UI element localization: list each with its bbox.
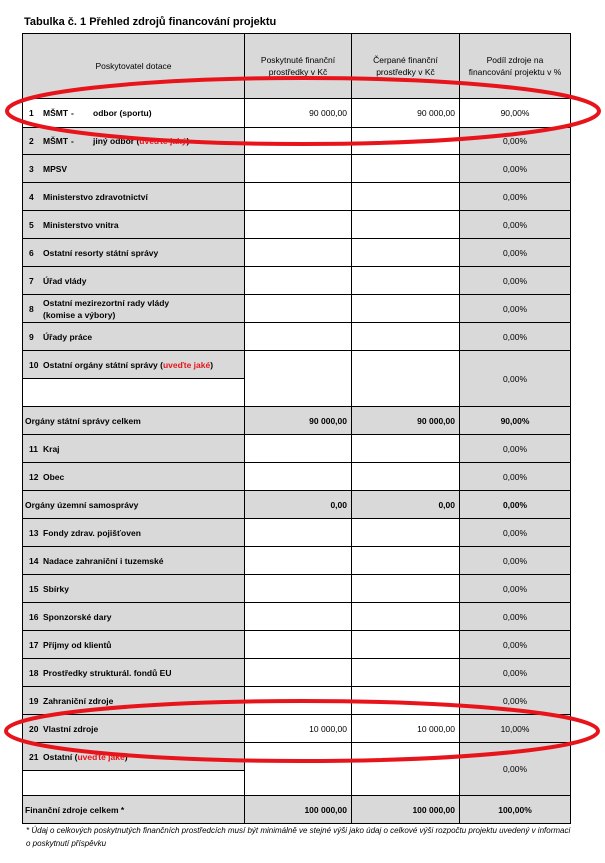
share-cell: 0,00%: [460, 211, 571, 239]
share-cell: 0,00%: [460, 519, 571, 547]
provided-cell: [245, 687, 352, 715]
row-name: Ostatní resorty státní správy: [43, 247, 159, 258]
table-row: [23, 128, 571, 155]
table-row: [23, 743, 571, 771]
row-label: [23, 155, 245, 183]
row-label: [23, 547, 245, 575]
table-row: [23, 631, 571, 659]
row-label: [23, 631, 245, 659]
share-cell: 0,00%: [460, 435, 571, 463]
drawn-cell: [352, 519, 460, 547]
share-cell: 0,00%: [460, 183, 571, 211]
drawn-cell: [352, 128, 460, 155]
provided-cell: 100 000,00: [245, 796, 352, 824]
row-label: [23, 659, 245, 687]
table-row: [23, 267, 571, 295]
provided-cell: [245, 547, 352, 575]
drawn-cell: [352, 295, 460, 323]
row-number: 9: [29, 331, 34, 342]
drawn-cell: [352, 435, 460, 463]
row-name: Příjmy od klientů: [43, 639, 112, 650]
row-name: Úřady práce: [43, 331, 93, 342]
row-name: Vlastní zdroje: [43, 723, 99, 734]
row-name: Ministerstvo vnitra: [43, 219, 119, 230]
row-label: [23, 715, 245, 743]
provided-cell: 0,00: [245, 491, 352, 519]
table-row: [23, 687, 571, 715]
table-row: [23, 295, 571, 323]
row-label: [23, 519, 245, 547]
total-label: Finanční zdroje celkem *: [23, 796, 245, 824]
provided-cell: [245, 519, 352, 547]
row-number: 18: [29, 667, 39, 678]
drawn-cell: [352, 687, 460, 715]
header-provided: Poskytnuté finanční prostředky v Kč: [245, 34, 352, 99]
drawn-cell: [352, 575, 460, 603]
share-cell: 0,00%: [460, 547, 571, 575]
drawn-cell: [352, 351, 460, 407]
row-number: 5: [29, 219, 34, 230]
header-row: [23, 34, 571, 99]
row-label: [23, 183, 245, 211]
row-name: Ostatní mezirezortní rady vlády (komise a výbory): [43, 297, 170, 320]
row-label: [23, 463, 245, 491]
table-row: [23, 575, 571, 603]
row-number: 12: [29, 471, 39, 482]
blank-cell: [23, 379, 245, 407]
subtotal-label: Orgány státní správy celkem: [23, 407, 245, 435]
table-row: [23, 715, 571, 743]
row-label: [23, 99, 245, 128]
row-dash: -: [71, 136, 74, 146]
share-cell: 0,00%: [460, 295, 571, 323]
row-number: 11: [29, 443, 38, 454]
row-label: [23, 351, 245, 379]
row-name: MPSV: [43, 163, 68, 174]
drawn-cell: 0,00: [352, 491, 460, 519]
row-label: [23, 435, 245, 463]
drawn-cell: 90 000,00: [352, 407, 460, 435]
share-cell: 0,00%: [460, 239, 571, 267]
row-number: 15: [29, 583, 39, 594]
row-name: MŠMT: [43, 136, 69, 146]
funding-table: [22, 33, 571, 824]
row-number: 2: [29, 136, 34, 146]
drawn-cell: [352, 659, 460, 687]
header-provider: Poskytovatel dotace: [23, 34, 245, 99]
provided-cell: [245, 603, 352, 631]
row-dash: -: [71, 108, 74, 118]
provided-cell: [245, 239, 352, 267]
table-title: Tabulka č. 1 Přehled zdrojů financování projektu: [24, 16, 277, 28]
table-row: [23, 519, 571, 547]
row-name: Zahraniční zdroje: [43, 695, 114, 706]
drawn-cell: [352, 155, 460, 183]
provided-cell: [245, 463, 352, 491]
row-label: [23, 743, 245, 771]
row-name: Kraj: [43, 443, 60, 454]
provided-cell: [245, 128, 352, 155]
share-cell: 0,00%: [460, 631, 571, 659]
provided-cell: [245, 575, 352, 603]
provided-cell: [245, 155, 352, 183]
drawn-cell: [352, 547, 460, 575]
table-row: [23, 603, 571, 631]
row-number: 8: [29, 303, 34, 314]
provided-cell: [245, 631, 352, 659]
share-cell: 0,00%: [460, 687, 571, 715]
table-row: [23, 99, 571, 128]
row-label: [23, 575, 245, 603]
provided-cell: [245, 659, 352, 687]
share-cell: 0,00%: [460, 155, 571, 183]
row-label: [23, 239, 245, 267]
row-label: [23, 267, 245, 295]
row-number: 1: [29, 108, 34, 118]
row-label: [23, 128, 245, 155]
drawn-cell: 90 000,00: [352, 99, 460, 128]
row-name: Fondy zdrav. pojišťoven: [43, 527, 141, 538]
row-name: Ministerstvo zdravotnictví: [43, 191, 148, 202]
row-number: 7: [29, 275, 34, 286]
drawn-cell: 100 000,00: [352, 796, 460, 824]
row-label: [23, 323, 245, 351]
row-label: [23, 603, 245, 631]
subtotal-row: [23, 491, 571, 519]
provided-cell: [245, 351, 352, 407]
provided-cell: 90 000,00: [245, 99, 352, 128]
provided-cell: [245, 743, 352, 796]
drawn-cell: [352, 211, 460, 239]
drawn-cell: [352, 183, 460, 211]
header-share: Podíl zdroje na financování projektu v %: [460, 34, 571, 99]
row-label: [23, 687, 245, 715]
row-dept: jiný odbor (: [93, 136, 140, 146]
row-name: Ostatní (uveďte jaké): [43, 751, 128, 762]
row-number: 21: [29, 751, 39, 762]
row-name: Ostatní orgány státní správy (uveďte jaké): [43, 359, 214, 370]
provided-cell: [245, 435, 352, 463]
provided-cell: [245, 323, 352, 351]
share-cell: 0,00%: [460, 659, 571, 687]
row-dept: odbor (sportu): [93, 108, 152, 118]
row-dept-red: uveďte jaký: [139, 136, 187, 146]
table-row: [23, 547, 571, 575]
table-row: [23, 211, 571, 239]
share-cell: 0,00%: [460, 743, 571, 796]
provided-cell: [245, 267, 352, 295]
subtotal-label: Orgány územní samosprávy: [23, 491, 245, 519]
share-cell: 0,00%: [460, 575, 571, 603]
share-cell: 90,00%: [460, 99, 571, 128]
share-cell: 100,00%: [460, 796, 571, 824]
table-row: [23, 183, 571, 211]
provided-cell: 10 000,00: [245, 715, 352, 743]
share-cell: 0,00%: [460, 128, 571, 155]
row-number: 3: [29, 163, 34, 174]
share-cell: 90,00%: [460, 407, 571, 435]
table-row: [23, 155, 571, 183]
row-number: 17: [29, 639, 39, 650]
share-cell: 0,00%: [460, 603, 571, 631]
table-row: [23, 323, 571, 351]
row-number: 16: [29, 611, 39, 622]
provided-cell: [245, 295, 352, 323]
drawn-cell: [352, 743, 460, 796]
row-name: Sbírky: [43, 583, 69, 594]
table-row: [23, 239, 571, 267]
row-dept-end: ): [186, 136, 190, 146]
row-number: 4: [29, 191, 34, 202]
row-name: Sponzorské dary: [43, 611, 112, 622]
share-cell: 0,00%: [460, 267, 571, 295]
share-cell: 0,00%: [460, 323, 571, 351]
table-row: [23, 463, 571, 491]
table-row: [23, 351, 571, 379]
table-row: [23, 659, 571, 687]
drawn-cell: [352, 239, 460, 267]
subtotal-row: [23, 407, 571, 435]
share-cell: 0,00%: [460, 351, 571, 407]
drawn-cell: [352, 323, 460, 351]
row-name: Obec: [43, 471, 65, 482]
drawn-cell: 10 000,00: [352, 715, 460, 743]
row-label: [23, 211, 245, 239]
drawn-cell: [352, 631, 460, 659]
share-cell: 10,00%: [460, 715, 571, 743]
drawn-cell: [352, 603, 460, 631]
table-row: [23, 435, 571, 463]
provided-cell: [245, 211, 352, 239]
row-number: 19: [29, 695, 39, 706]
row-name: Nadace zahraniční i tuzemské: [43, 555, 164, 566]
header-drawn: Čerpané finanční prostředky v Kč: [352, 34, 460, 99]
row-name: Prostředky strukturál. fondů EU: [43, 667, 172, 678]
drawn-cell: [352, 267, 460, 295]
share-cell: 0,00%: [460, 491, 571, 519]
row-name: MŠMT: [43, 108, 69, 118]
row-label: [23, 295, 245, 323]
footnote: * Údaj o celkových poskytnutých finančních prostředcích musí být minimálně ve stejné výši jako údaj o celkové výši rozpočtu projektu uvedený v informaci o poskytnutí příspěvku: [26, 826, 571, 848]
provided-cell: 90 000,00: [245, 407, 352, 435]
row-name: Úřad vlády: [43, 275, 87, 286]
blank-cell: [23, 771, 245, 796]
row-number: 10: [29, 359, 39, 370]
row-number: 6: [29, 247, 34, 258]
drawn-cell: [352, 463, 460, 491]
provided-cell: [245, 183, 352, 211]
row-number: 20: [29, 723, 39, 734]
row-number: 14: [29, 555, 39, 566]
share-cell: 0,00%: [460, 463, 571, 491]
row-number: 13: [29, 527, 39, 538]
total-row: [23, 796, 571, 824]
